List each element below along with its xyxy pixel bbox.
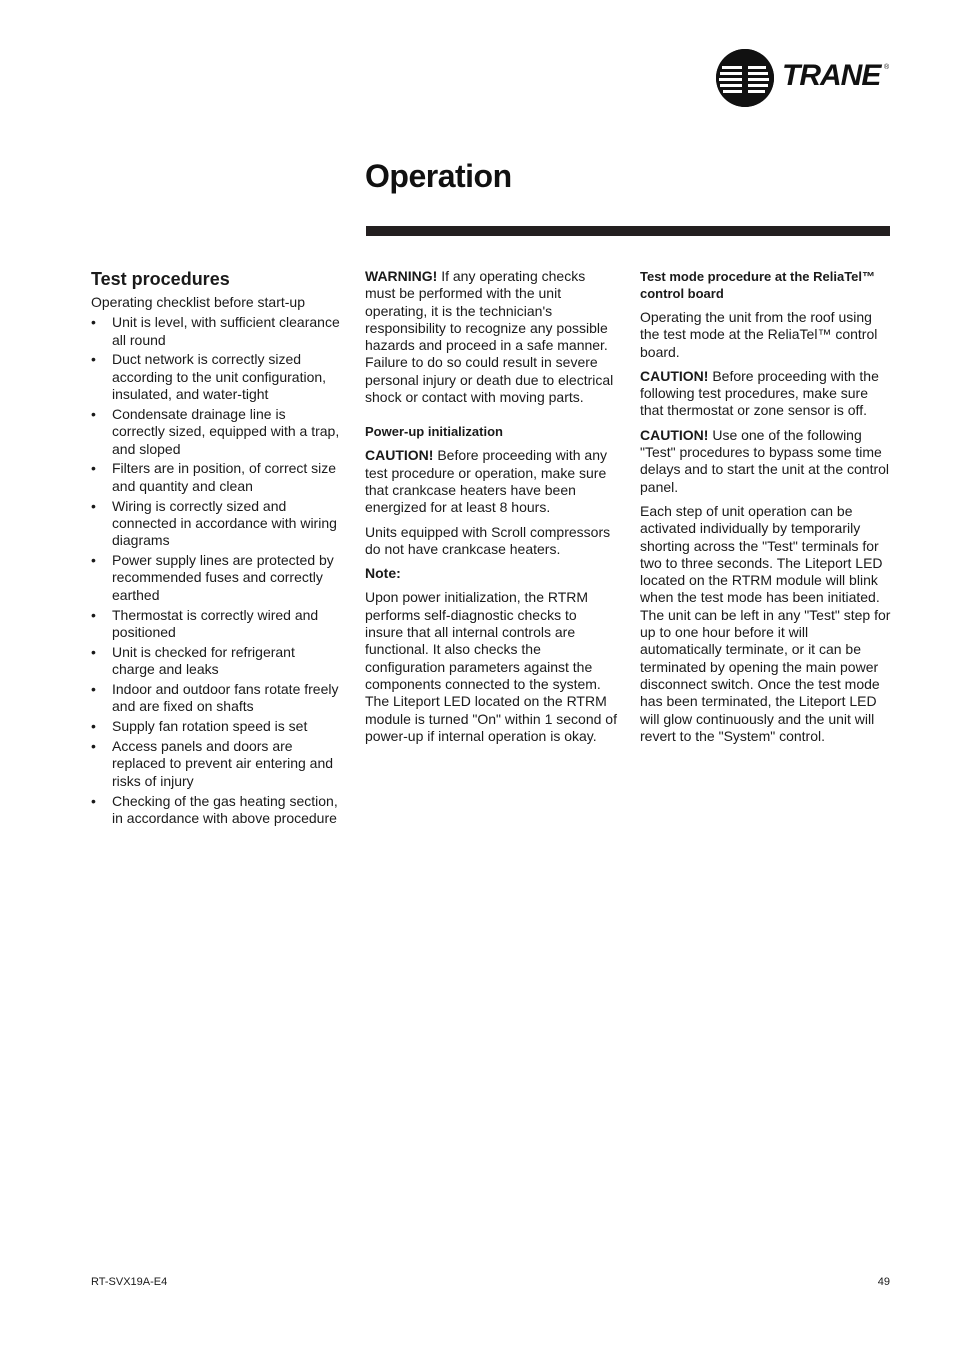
trane-logo-wordmark: TRANE xyxy=(782,59,881,92)
list-item-text: Duct network is correctly sized according to the unit configuration, insulated, and water-tight xyxy=(112,351,327,403)
list-item xyxy=(91,681,341,716)
list-item-text: Unit is checked for refrigerant charge and leaks xyxy=(112,643,295,678)
test-mode-body: Each step of unit operation can be activated individually by temporarily shorting across the "Test" terminals for two to three seconds. The Liteport LED located on the RTRM module will blink when the test mode has been initiated. The unit can be left in any "Test" step for up to one hour before it will automatically terminate, or it can be terminated by opening the main power disconnect switch. Once the test mode has been terminated, the Liteport LED will glow continuously and the unit will revert to the "System" control. xyxy=(640,502,891,744)
registered-mark: ® xyxy=(884,64,890,71)
bullet: • xyxy=(91,680,96,697)
warning-text: If any operating checks must be performed with the unit operating, it is the technician's responsibility to recognize any possible hazards and proceed in a safe manner. Failure to do so could result in severe personal injury or death due to electrical shock or contact with moving parts. xyxy=(365,268,614,406)
warning-label: WARNING! xyxy=(365,268,438,284)
left-column xyxy=(91,268,341,830)
checklist-intro: Operating checklist before start-up xyxy=(91,294,305,310)
list-item xyxy=(91,552,341,604)
caution-paragraph xyxy=(365,447,617,516)
bullet: • xyxy=(91,460,96,477)
list-item-text: Checking of the gas heating section, in accordance with above procedure xyxy=(112,792,338,826)
list-item xyxy=(91,406,341,458)
checklist xyxy=(91,314,341,827)
section-heading: Test procedures xyxy=(91,269,230,289)
scroll-paragraph: Units equipped with Scroll compressors do not have crankcase heaters. xyxy=(365,523,611,557)
bullet: • xyxy=(91,405,96,422)
list-item xyxy=(91,644,341,679)
list-item-text: Supply fan rotation speed is set xyxy=(112,718,308,735)
note-paragraph: Upon power initialization, the RTRM performs self-diagnostic checks to insure that all internal controls are functional. It also checks the configuration parameters against the components connected to the system. The Liteport LED located on the RTRM module is turned "On" within 1 second of power-up if internal operation is okay. xyxy=(365,589,617,744)
list-item-text: Filters are in position, of correct size and quantity and clean xyxy=(112,460,337,494)
list-item xyxy=(91,718,341,735)
list-item xyxy=(91,351,341,403)
page-number: 49 xyxy=(877,1276,890,1288)
bullet: • xyxy=(91,497,96,514)
power-up-heading: Power-up initialization xyxy=(365,424,503,440)
list-item xyxy=(91,738,341,790)
bullet: • xyxy=(91,606,96,623)
list-item-text: Access panels and doors are replaced to prevent air entering and risks of injury xyxy=(112,738,334,789)
warning-paragraph xyxy=(365,268,617,406)
list-item xyxy=(91,498,341,550)
bullet: • xyxy=(91,643,96,660)
list-item-text: Unit is level, with sufficient clearance all round xyxy=(112,314,340,348)
list-item-text: Power supply lines are protected by recommended fuses and correctly earthed xyxy=(112,552,334,603)
list-item xyxy=(91,607,341,642)
bullet: • xyxy=(91,351,96,368)
bullet: • xyxy=(91,718,96,735)
test-mode-intro: Operating the unit from the roof using the test mode at the ReliaTel™ control board. xyxy=(640,309,878,360)
title-rule xyxy=(366,226,890,236)
trane-logo-mark xyxy=(716,49,774,107)
list-item-text: Thermostat is correctly wired and positioned xyxy=(112,606,319,640)
caution-text: Use one of the following "Test" procedures to bypass some time delays and to start the unit at the control panel. xyxy=(640,426,890,495)
bullet: • xyxy=(91,792,96,809)
caution-text: Before proceeding with the following test procedures, make sure that thermostat or zone sensor is off. xyxy=(640,367,879,419)
caution-paragraph xyxy=(640,427,892,496)
page-title: Operation xyxy=(365,158,512,194)
list-item-text: Indoor and outdoor fans rotate freely and are fixed on shafts xyxy=(112,680,339,715)
caution-paragraph xyxy=(640,368,892,420)
caution-label: CAUTION! xyxy=(640,426,709,443)
right-column xyxy=(640,268,892,752)
bullet: • xyxy=(91,552,96,569)
document-code: RT-SVX19A-E4 xyxy=(91,1276,168,1288)
caution-label: CAUTION! xyxy=(640,367,709,384)
list-item-text: Condensate drainage line is correctly sized, equipped with a trap, and sloped xyxy=(112,405,340,457)
note-label: Note: xyxy=(365,565,401,582)
test-mode-heading: Test mode procedure at the ReliaTel™ control board xyxy=(640,269,876,301)
list-item xyxy=(91,460,341,495)
list-item xyxy=(91,314,341,349)
list-item-text: Wiring is correctly sized and connected in accordance with wiring diagrams xyxy=(112,497,337,549)
trane-logo xyxy=(716,49,896,109)
bullet: • xyxy=(91,738,96,755)
bullet: • xyxy=(91,314,96,331)
middle-column xyxy=(365,268,617,752)
caution-label: CAUTION! xyxy=(365,447,434,464)
list-item xyxy=(91,793,341,828)
caution-text: Before proceeding with any test procedure or operation, make sure that crankcase heaters have been energized for at least 8 hours. xyxy=(365,447,607,516)
